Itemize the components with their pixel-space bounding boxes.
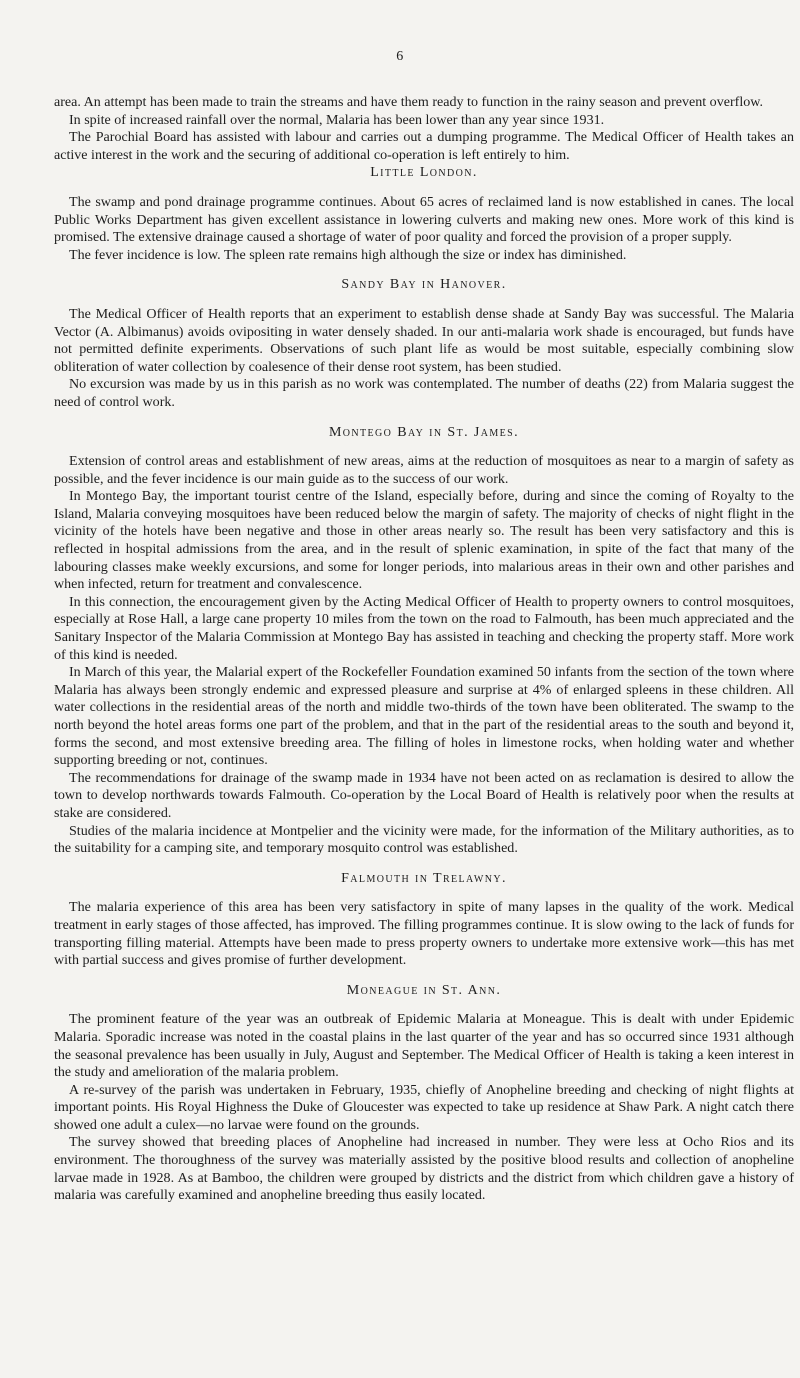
body-paragraph: In Montego Bay, the important tourist centre of the Island, especially before, during and since the coming of Royalty to the Island, Malaria conveying mosquitoes have been reduced below the margin of safety. The majority of checks of night flight in the vicinity of the hotels have been negative and those in other areas nearly so. The result has been very satisfactory and this is reflected in hospital admissions from the area, and in the result of splenic examination, in spite of the fact that many of the labouring classes make weekly excursions, and some for longer periods, into malarious areas in their own and other parishes and when infected, return for treatment and convalescence. [54, 488, 794, 593]
body-paragraph: Extension of control areas and establishment of new areas, aims at the reduction of mosquitoes as near to a margin of safety as possible, and the fever incidence is our main guide as to the success of our work. [54, 453, 794, 487]
body-paragraph: The Parochial Board has assisted with labour and carries out a dumping programme. The Medical Officer of Health takes an active interest in the work and the securing of additional co-operation is left entirely to him. [54, 129, 794, 163]
paragraph-spacer [54, 412, 794, 424]
document-body [54, 94, 794, 1205]
body-paragraph: The recommendations for drainage of the swamp made in 1934 have not been acted on as reclamation is desired to allow the town to develop northwards towards Falmouth. Co-operation by the Local Board of Health is relatively poor when the results at stake are considered. [54, 769, 794, 821]
section-heading: Falmouth in Trelawny. [341, 870, 507, 886]
body-paragraph: The survey showed that breeding places of Anopheline had increased in number. They were less at Ocho Rios and its environment. The thoroughness of the survey was materially assisted by the positive blood results and collection of anopheline larvae made in 1928. As at Bamboo, the children were grouped by districts and the district from which children gave a history of malaria was carefully examined and anopheline breeding thus easily located. [54, 1134, 794, 1204]
paragraph-spacer [54, 887, 794, 899]
body-paragraph: In this connection, the encouragement given by the Acting Medical Officer of Health to property owners to control mosquitoes, especially at Rose Hall, a large cane property 10 miles from the town on the road to Falmouth, has been much appreciated and the Sanitary Inspector of the Malaria Commission at Montego Bay has assisted in teaching and checking the property staff. More work of this kind is needed. [54, 593, 794, 663]
paragraph-spacer [54, 182, 794, 194]
section-heading: Little London. [370, 165, 478, 181]
body-paragraph: The malaria experience of this area has been very satisfactory in spite of many lapses in the quality of the work. Medical treatment in early stages of those affected, has improved. The filling programmes continue. It is slow owing to the lack of funds for transporting filling material. Attempts have been made to press property owners to undertake more extensive work—this has met with partial success and gives promise of further development. [54, 899, 794, 969]
body-paragraph: The fever incidence is low. The spleen rate remains high although the size or index has diminished. [69, 246, 627, 263]
body-paragraph: The prominent feature of the year was an outbreak of Epidemic Malaria at Moneague. This is dealt with under Epidemic Malaria. Sporadic increase was noted in the coastal plains in the last quarter of the year and has so occurred since 1931 although the seasonal prevalence has been usually in July, August and September. The Medical Officer of Health is taking a keen interest in the study and amelioration of the malaria problem. [54, 1011, 794, 1081]
paragraph-spacer [54, 970, 794, 982]
body-paragraph: A re-survey of the parish was undertaken in February, 1935, chiefly of Anopheline breeding and checking of night flights at important points. His Royal Highness the Duke of Gloucester was expected to take up residence at Shaw Park. A night catch there showed one adult a culex—no larvae were found on the grounds. [54, 1081, 794, 1133]
paragraph-spacer [54, 999, 794, 1011]
body-paragraph: The Medical Officer of Health reports that an experiment to establish dense shade at Sandy Bay was successful. The Malaria Vector (A. Albimanus) avoids ovipositing in water densely shaded. In our anti-malaria work shade is encouraged, but funds have not permitted definite experiments. Observations of such plant life as would be most suitable, especially combining slow obliteration of water collection by coalesence of their dense root system, has been studied. [54, 305, 794, 375]
page-number: 6 [396, 49, 404, 64]
body-paragraph: The swamp and pond drainage programme continues. About 65 acres of reclaimed land is now established in canes. The local Public Works Department has given excellent assistance in lowering culverts and making new ones. More work of this kind is promised. The extensive drainage caused a shortage of water of poor quality and forced the provision of a proper supply. [54, 193, 794, 246]
paragraph-spacer [54, 264, 794, 276]
paragraph-spacer [54, 294, 794, 306]
section-heading: Moneague in St. Ann. [346, 982, 502, 998]
section-heading: Sandy Bay in Hanover. [341, 277, 507, 293]
body-paragraph: Studies of the malaria incidence at Montpelier and the vicinity were made, for the information of the Military authorities, as to the suitability for a camping site, and temporary mosquito control was established. [54, 822, 794, 857]
paragraph-spacer [54, 441, 794, 453]
paragraph-spacer [54, 858, 794, 870]
body-paragraph: In spite of increased rainfall over the normal, Malaria has been lower than any year since 1931. [69, 111, 605, 128]
body-paragraph: No excursion was made by us in this parish as no work was contemplated. The number of deaths (22) from Malaria suggest the need of control work. [54, 376, 794, 410]
section-heading: Montego Bay in St. James. [328, 424, 520, 440]
body-paragraph: In March of this year, the Malarial expert of the Rockefeller Foundation examined 50 infants from the section of the town where Malaria has always been strongly endemic and expressed pleasure and surprise at 4% of enlarged spleens in these children. All water collections in the residential areas of the north and middle two-thirds of the town have been obliterated. The swamp to the north beyond the hotel areas forms one part of the problem, and that in the part of the residential areas to the south and beyond it, forms the second, and most extensive breeding area. The filling of holes in limestone rocks, when holding water and whether supporting breeding or not, continues. [54, 664, 794, 769]
body-paragraph: area. An attempt has been made to train the streams and have them ready to function in the rainy season and prevent overflow. [54, 94, 763, 110]
